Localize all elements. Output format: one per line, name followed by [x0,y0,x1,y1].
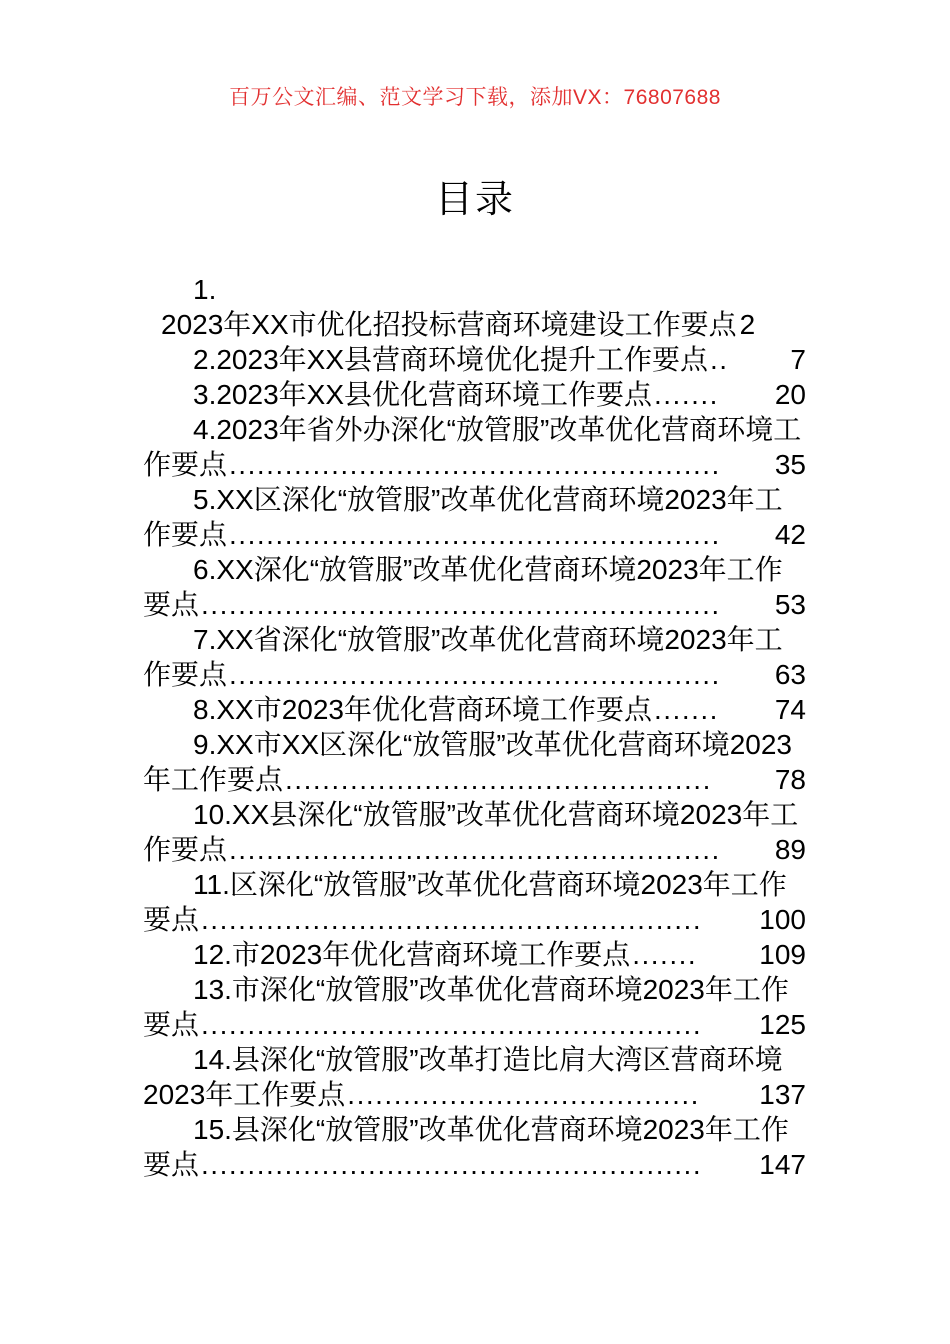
toc-entry[interactable] [143,342,806,377]
toc-entry-text: 3.2023年XX县优化营商环境工作要点 [193,379,652,410]
toc-entry-text: 14.县深化“放管服”改革打造比肩大湾区营商环境2023年工作要点 [143,1044,783,1110]
toc-entry[interactable] [143,1042,806,1112]
toc-leader-dots: ....... [654,379,719,410]
toc-entry[interactable] [143,727,806,797]
toc-entry[interactable] [143,482,806,552]
toc-entry[interactable] [143,377,806,412]
toc-leader-dots: ...................................................... [201,1009,703,1040]
toc-page-number: 109 [759,939,806,970]
toc-page-number: 20 [774,379,806,410]
toc-page-number: 100 [759,904,806,935]
toc-page-number: 63 [774,659,806,690]
toc-page-number: 74 [774,694,806,725]
toc-page-number: 7 [790,344,806,375]
page-title: 目录 [434,179,515,221]
toc-entry-text: 12.市2023年优化营商环境工作要点 [193,939,631,970]
toc-entry-text: 5.XX区深化“放管服”改革优化营商环境2023年工作要点 [143,484,783,550]
toc-entry[interactable] [143,867,806,937]
toc-leader-dots: ...................................................... [201,1149,703,1180]
toc-entry[interactable] [143,937,806,972]
toc-leader-dots: ...................................... [347,1079,700,1110]
toc-leader-dots: ....... [654,694,719,725]
toc-page-number: 53 [774,589,806,620]
toc-entry[interactable] [143,1112,806,1182]
toc-leader-dots: ........................................................ [201,589,721,620]
toc-leader-dots: ..................................................... [229,834,721,865]
toc-entry[interactable] [143,692,806,727]
toc-leader-dots: ..................................................... [229,519,721,550]
toc-entry-text: 6.XX深化“放管服”改革优化营商环境2023年工作要点 [143,554,783,620]
toc-entry[interactable] [143,972,806,1042]
toc-entry[interactable] [143,307,806,342]
toc-entry[interactable] [143,622,806,692]
toc-entry-text: 7.XX省深化“放管服”改革优化营商环境2023年工作要点 [143,624,783,690]
toc-entry-text: 2023年XX市优化招投标营商环境建设工作要点 [161,309,737,340]
toc-page-number: 125 [759,1009,806,1040]
toc-leader-dots: .............................................. [285,764,712,795]
toc-leader-dots: ..................................................... [229,659,721,690]
toc-entry-text: 13.市深化“放管服”改革优化营商环境2023年工作要点 [143,974,789,1040]
toc-page-number: 35 [774,449,806,480]
toc-leader-dots: ...................................................... [201,904,703,935]
toc-page-number: 42 [774,519,806,550]
toc-page-number: 89 [774,834,806,865]
toc-leader-dots: .. [710,344,729,375]
toc-entry[interactable] [143,797,806,867]
toc-page-number: 78 [774,764,806,795]
toc-leader-dots: ....... [632,939,698,970]
header-notice: 百万公文汇编、范文学习下载，添加VX：76807688 [229,86,721,109]
toc-entry-text: 8.XX市2023年优化营商环境工作要点 [193,694,652,725]
toc-entry-text: 15.县深化“放管服”改革优化营商环境2023年工作要点 [143,1114,789,1180]
toc-entry-text: 4.2023年省外办深化“放管服”改革优化营商环境工作要点 [143,414,802,480]
toc-entry[interactable] [143,412,806,482]
toc-entry[interactable] [143,552,806,622]
toc-page-number: 2 [739,309,756,340]
toc-entry-number[interactable]: 1. [193,274,217,305]
toc-page-number: 137 [759,1079,806,1110]
toc-list [0,272,950,1182]
toc-entry-text: 9.XX市XX区深化“放管服”改革优化营商环境2023年工作要点 [143,729,792,795]
toc-entry-text: 11.区深化“放管服”改革优化营商环境2023年工作要点 [143,869,787,935]
toc-leader-dots: ..................................................... [229,449,721,480]
toc-page-number: 147 [759,1149,806,1180]
toc-entry-text: 2.2023年XX县营商环境优化提升工作要点 [193,344,708,375]
toc-entry-text: 10.XX县深化“放管服”改革优化营商环境2023年工作要点 [143,799,799,865]
